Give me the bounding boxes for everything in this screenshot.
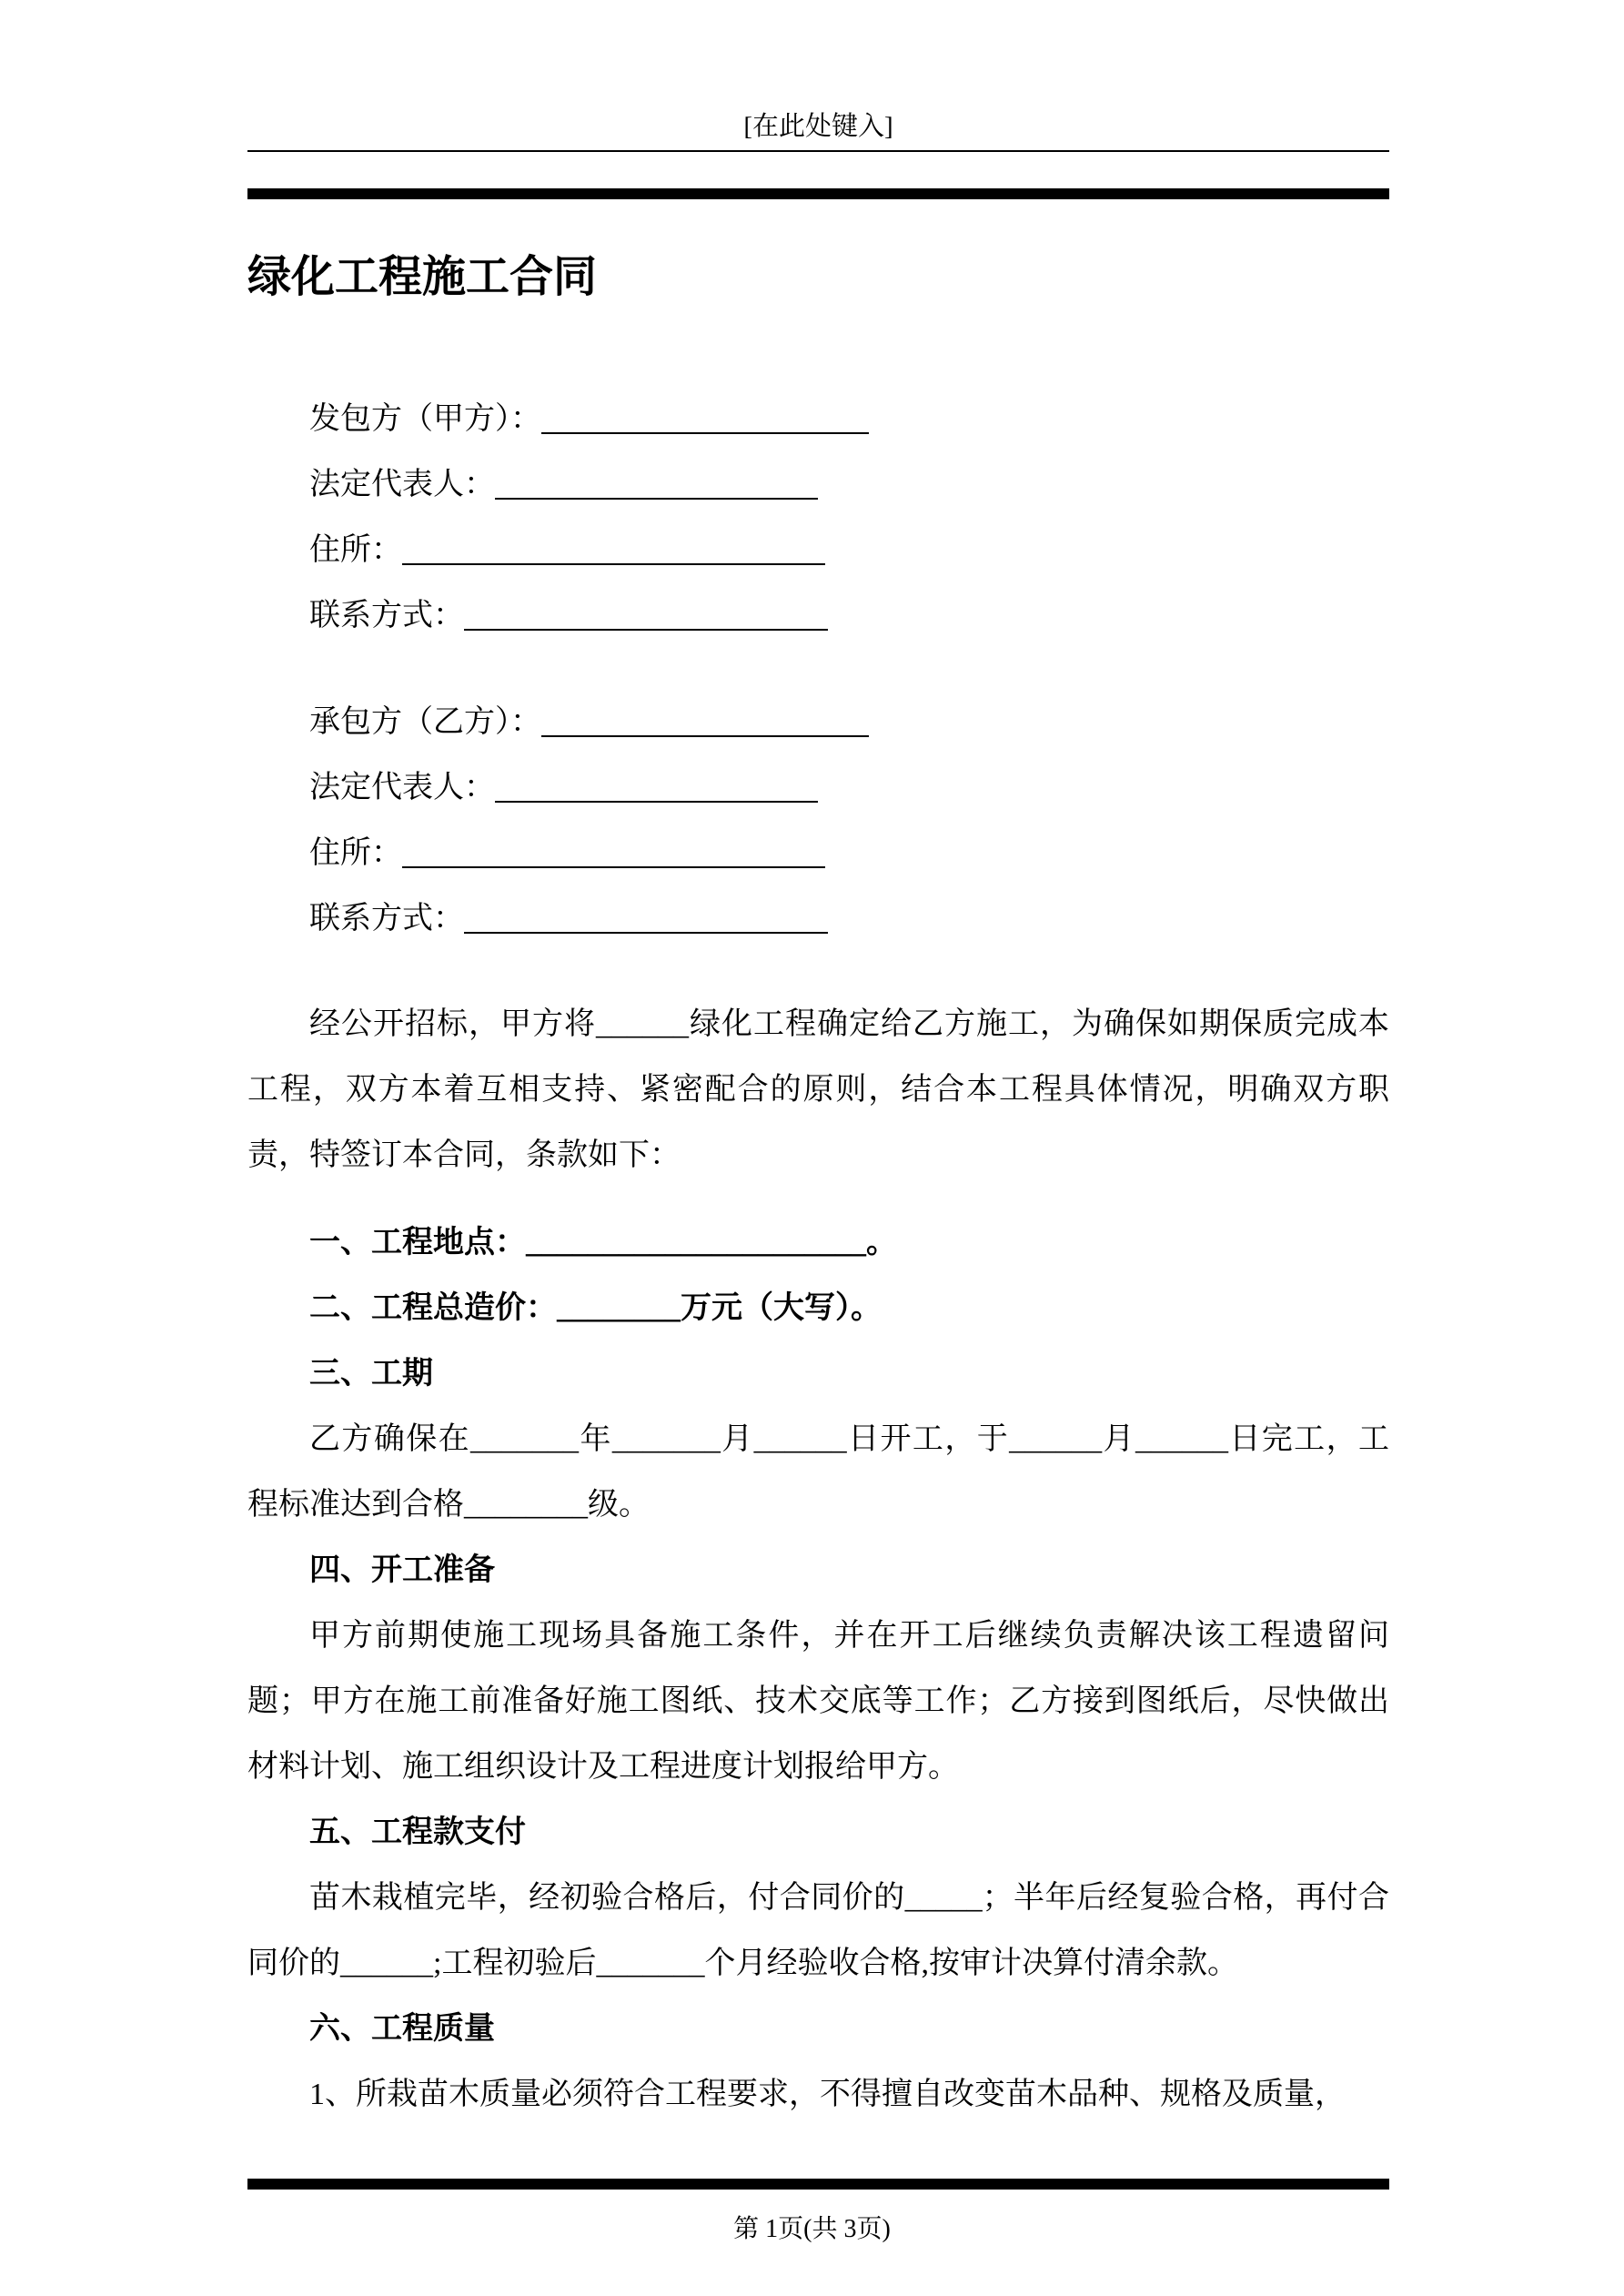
field-row-party-b-name [247,690,1389,755]
blank-line [464,600,828,631]
clause-5-paragraph: 苗木栽植完毕，经初验合格后，付合同价的_____；半年后经复验合格，再付合同价的______;工程初验后_______个月经验收合格,按审计决算付清余款。 [247,1880,1389,1980]
blank-line [541,706,869,737]
document-body [247,387,1389,2128]
field-label: 发包方（甲方）： [309,401,541,436]
footer-divider-bar [247,2179,1389,2190]
field-row-party-a-address [247,518,1389,583]
party-a-section [247,387,1389,649]
clause-1-location-line: 一、工程地点：______________________。 [309,1225,897,1259]
field-row-party-b-address [247,821,1389,886]
field-label: 承包方（乙方）： [309,704,541,739]
blank-line [402,837,825,868]
header-typed-placeholder[interactable]: [在此处键入] [743,112,893,141]
blank-line [464,903,828,934]
header-divider-bar [247,188,1389,199]
field-label: 联系方式： [309,901,464,936]
field-label: 住所： [309,835,402,870]
page-header [247,111,1389,152]
field-row-party-b-representative [247,755,1389,821]
clause-6-paragraph: 1、所栽苗木质量必须符合工程要求，不得擅自改变苗木品种、规格及质量， [309,2077,1346,2111]
field-row-party-a-contact [247,583,1389,649]
clause-2-price-line: 二、工程总造价：________万元（大写）。 [309,1290,882,1325]
blank-line [495,469,818,500]
clause-3-duration-heading: 三、工期 [309,1356,433,1391]
field-label: 住所： [309,532,402,567]
field-row-party-a-representative [247,452,1389,518]
field-row-party-b-contact [247,886,1389,952]
blank-line [541,403,869,434]
field-label: 法定代表人： [309,770,495,804]
field-row-party-a-name [247,387,1389,452]
clause-5-payment-heading: 五、工程款支付 [309,1815,526,1849]
field-label: 联系方式： [309,598,464,632]
clause-6-quality-heading: 六、工程质量 [309,2011,495,2046]
clause-3-paragraph: 乙方确保在_______年_______月______日开工，于______月______日完工，工程标准达到合格________级。 [247,1421,1389,1522]
intro-paragraph: 经公开招标，甲方将______绿化工程确定给乙方施工，为确保如期保质完成本工程，双方本着互相支持、紧密配合的原则，结合本工程具体情况，明确双方职责，特签订本合同，条款如下： [247,1006,1389,1172]
footer-page-number: 第 1页(共 3页) [733,2215,891,2243]
document-title: 绿化工程施工合同 [247,252,598,301]
field-label: 法定代表人： [309,467,495,501]
blank-line [495,772,818,803]
party-b-section [247,690,1389,952]
clause-4-preparation-heading: 四、开工准备 [309,1553,495,1587]
clause-4-paragraph: 甲方前期使施工现场具备施工条件，并在开工后继续负责解决该工程遗留问题；甲方在施工前准备好施工图纸、技术交底等工作；乙方接到图纸后，尽快做出材料计划、施工组织设计及工程进度计划报给甲方。 [247,1618,1389,1784]
blank-line [402,534,825,565]
